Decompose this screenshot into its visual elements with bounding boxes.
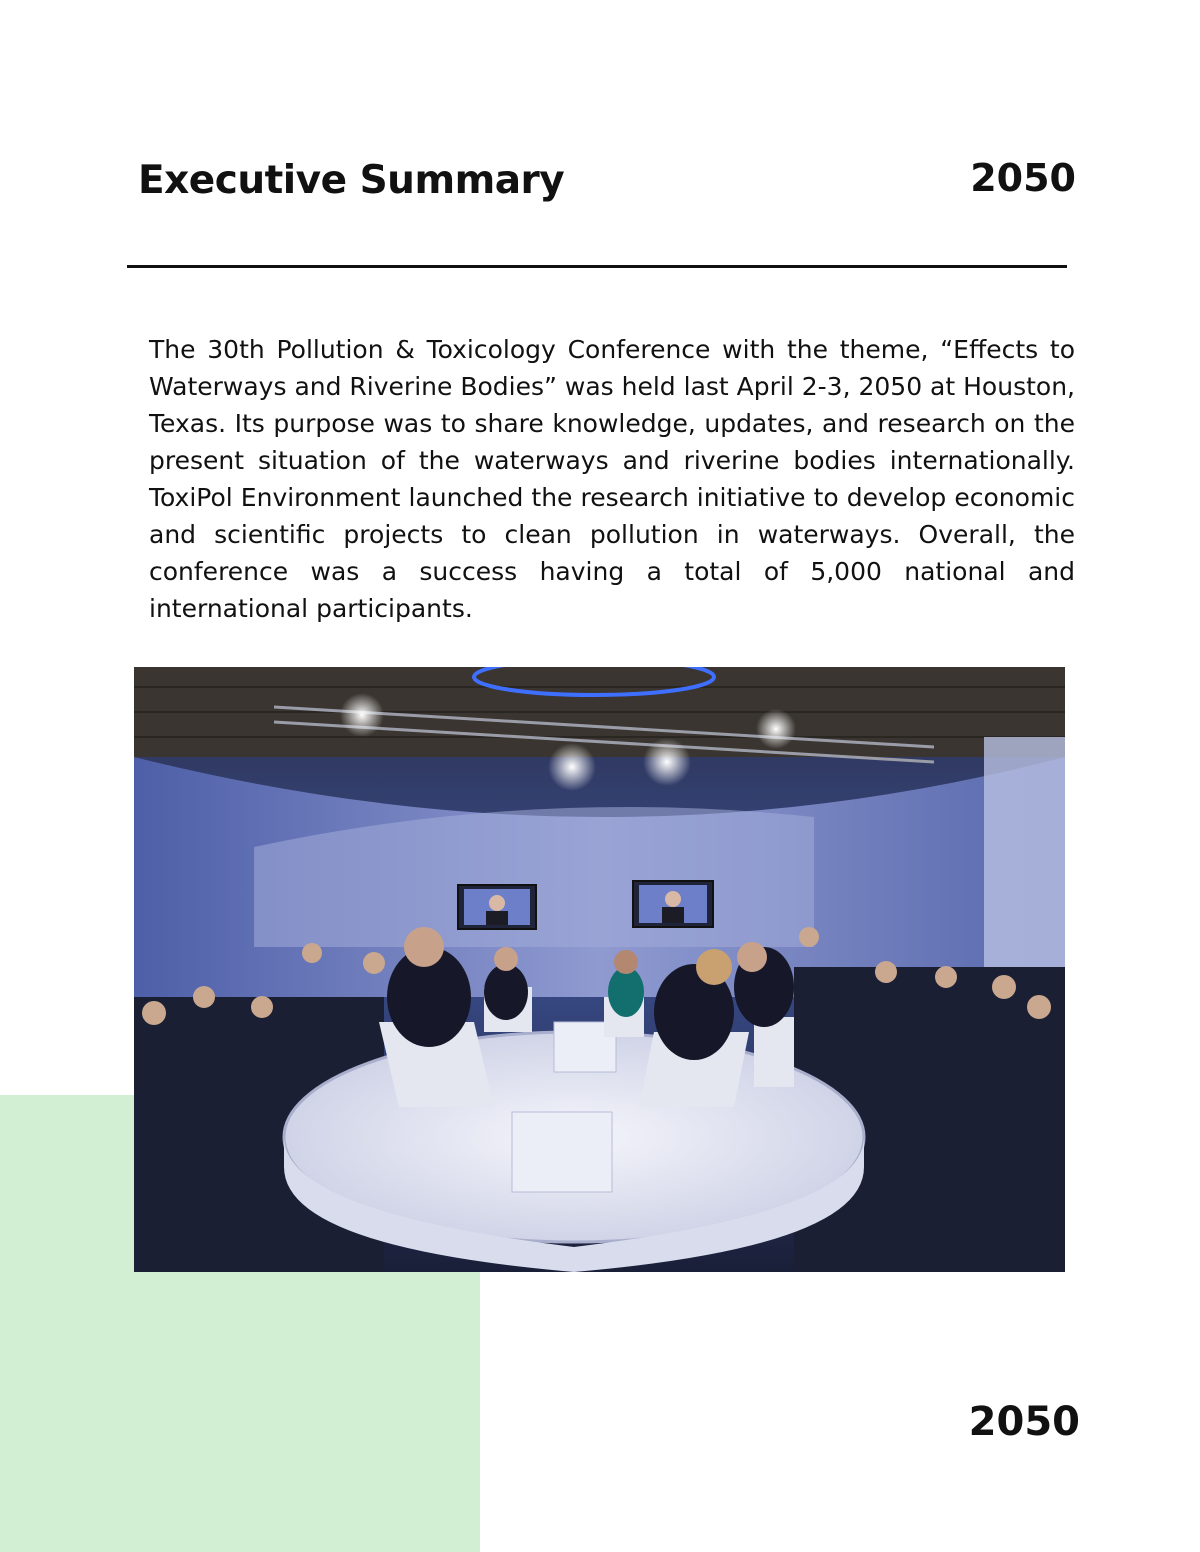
- footer-year: 2050: [968, 1399, 1080, 1445]
- header-year: 2050: [970, 156, 1076, 200]
- conference-panel-photo: [134, 667, 1065, 1272]
- header-divider: [127, 265, 1067, 268]
- page-title: Executive Summary: [138, 158, 565, 203]
- summary-paragraph: The 30th Pollution & Toxicology Conference with the theme, “Effects to Waterways and Riverine Bodies” was held last April 2-3, 2050 at Houston, Texas. Its purpose was to share knowledge, updates, and research on the present situation of the waterways and riverine bodies internationally. ToxiPol Environment launched the research initiative to develop economic and scientific projects to clean pollution in waterways. Overall, the conference was a success having a total of 5,000 national and international participants.: [149, 335, 1075, 623]
